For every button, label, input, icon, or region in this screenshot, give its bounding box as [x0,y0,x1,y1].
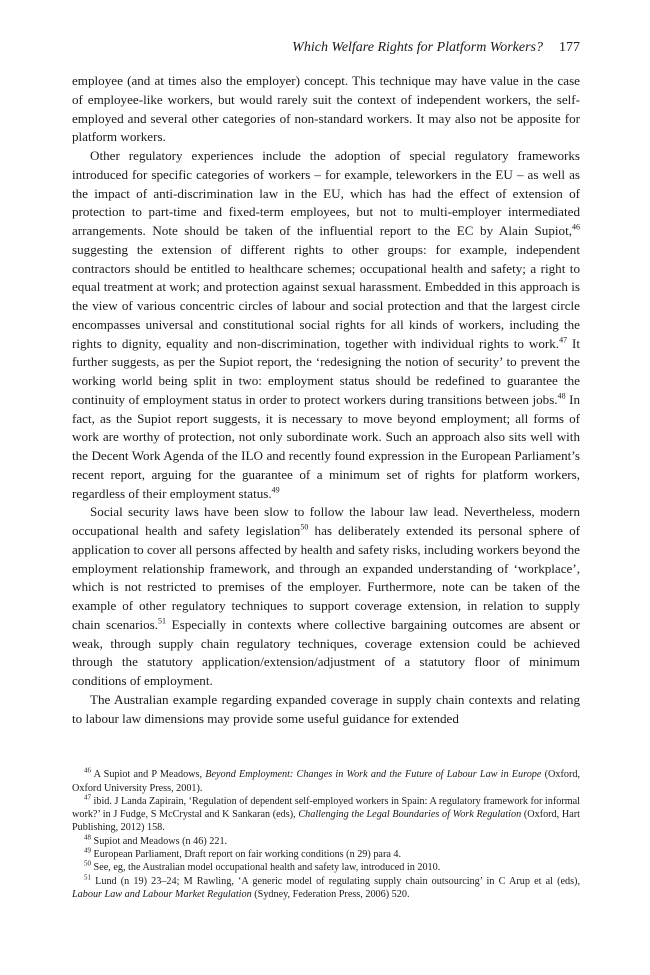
paragraph-2-text-c: It further suggests, as per the Supiot report, the ‘redesigning the notion of security’ to prevent the working world being split in two: employment status should be redefined to guarantee the continuity of employment status in order to protect workers during transitions between jobs. [72,335,580,407]
footnote-50 [72,861,580,874]
footnote-number: 47 [84,793,91,802]
paragraph-3 [72,503,580,691]
page-number: 177 [559,40,580,55]
paragraph-4-text: The Australian example regarding expanded coverage in supply chain contexts and relating to labour law dimensions may provide some useful guidance for extended [72,691,580,726]
footnote-title: Labour Law and Labour Market Regulation [72,888,252,900]
footnotes [72,768,580,901]
footnote-number: 50 [84,859,91,868]
footnote-ref-48[interactable]: 48 [557,391,566,401]
page [72,38,580,901]
paragraph-3-text-c: Especially in contexts where collective bargaining outcomes are absent or weak, through supply chain regulatory techniques, coverage extension could be achieved through the statutory application/extension/adjustment of a statutory floor of minimum conditions of employment. [72,616,580,688]
footnote-text: European Parliament, Draft report on fair working conditions (n 29) para 4. [91,849,402,861]
footnote-48 [72,835,580,848]
paragraph-3-text-a: Social security laws have been slow to follow the labour law lead. Nevertheless, modern occupational health and safety legislation [72,504,580,538]
footnote-47 [72,795,580,835]
paragraph-2 [72,147,580,503]
footnote-49 [72,848,580,861]
paragraph-1-text: employee (and at times also the employer) concept. This technique may have value in the case of employee-like workers, but would rarely suit the context of independent workers, the self-employed and several other categories of non-standard workers. It may also not be apposite for platform workers. [72,73,580,145]
paragraph-1 [72,72,580,147]
footnote-text: (Oxford, Hart Publishing, 2012) 158. [72,809,580,834]
footnote-text: (Sydney, Federation Press, 2006) 520. [251,888,410,900]
footnote-ref-47[interactable]: 47 [559,335,568,345]
footnote-ref-46[interactable]: 46 [572,222,580,232]
footnote-number: 51 [84,873,91,882]
footnote-text: Lund (n 19) 23–24; M Rawling, ‘A generic model of regulating supply chain outsourcing’ in C Arup et al (eds), [91,875,580,887]
footnote-number: 46 [84,766,91,775]
footnote-text: See, eg, the Australian model occupational health and safety law, introduced in 2010. [91,862,441,874]
body-text [72,72,580,728]
paragraph-4 [72,691,580,729]
paragraph-2-text-a: Other regulatory experiences include the adoption of special regulatory frameworks introduced for specific categories of workers – for example, teleworkers in the EU – as well as the impact of anti-discrimination law in the EU, which has had the effect of extension of protection to part-time and fixed-term employees, but not to multi-employer intermediated arrangements. Note should be taken of the influential report to the EC by Alain Supiot, [72,148,580,238]
footnote-ref-51[interactable]: 51 [158,616,166,626]
footnote-ref-49[interactable]: 49 [271,485,280,495]
paragraph-3-text-b: has deliberately extended its personal sphere of application to cover all persons affected by health and safety risks, including workers beyond the employment relationship framework, and through an expanded understanding of ‘workplace’, which is not restricted to premises of the employer. Furthermore, note can be taken of the example of other regulatory techniques to support coverage extension, in relation to supply chain scenarios. [72,523,580,632]
paragraph-2-text-b: suggesting the extension of different rights to other groups: for example, independent contractors should be entitled to healthcare schemes; occupational health and safety; a right to equal treatment at work; and protection against sexual harassment. Embedded in this approach is the view of various concentric circles of labour and social protection and that the largest circle encompasses universal and constitutional social rights for all kinds of workers, including the rights to dignity, equality and non-discrimination, together with individual rights to work. [72,241,580,351]
footnote-text: Supiot and Meadows (n 46) 221. [91,835,228,847]
footnote-number: 49 [84,846,91,855]
running-header [72,38,580,58]
footnote-ref-50[interactable]: 50 [300,522,309,532]
running-title: Which Welfare Rights for Platform Workers? [292,40,543,55]
paragraph-2-text-d: In fact, as the Supiot report suggests, it is necessary to move beyond employment; all forms of work are worthy of protection, not only subordinate work. Such an approach also sits well with the Decent Work Agenda of the ILO and recently found expression in the European Parliament’s recent report, arguing for the guarantee of a minimum set of rights for platform workers, regardless of their employment status. [72,391,580,501]
footnote-number: 48 [84,833,91,842]
footnote-text: (Oxford, Oxford University Press, 2001). [72,769,580,794]
footnote-text: A Supiot and P Meadows, [91,769,206,781]
footnote-title: Beyond Employment: Changes in Work and the Future of Labour Law in Europe [205,769,542,781]
footnote-text: ibid. J Landa Zapirain, ‘Regulation of dependent self-employed workers in Spain: A regulatory framework for informal work?’ in J Fudge, S McCrystal and K Sankaran (eds), [72,795,580,821]
footnote-51 [72,875,580,902]
footnote-title: Challenging the Legal Boundaries of Work Regulation [298,809,522,821]
footnote-46 [72,768,580,795]
